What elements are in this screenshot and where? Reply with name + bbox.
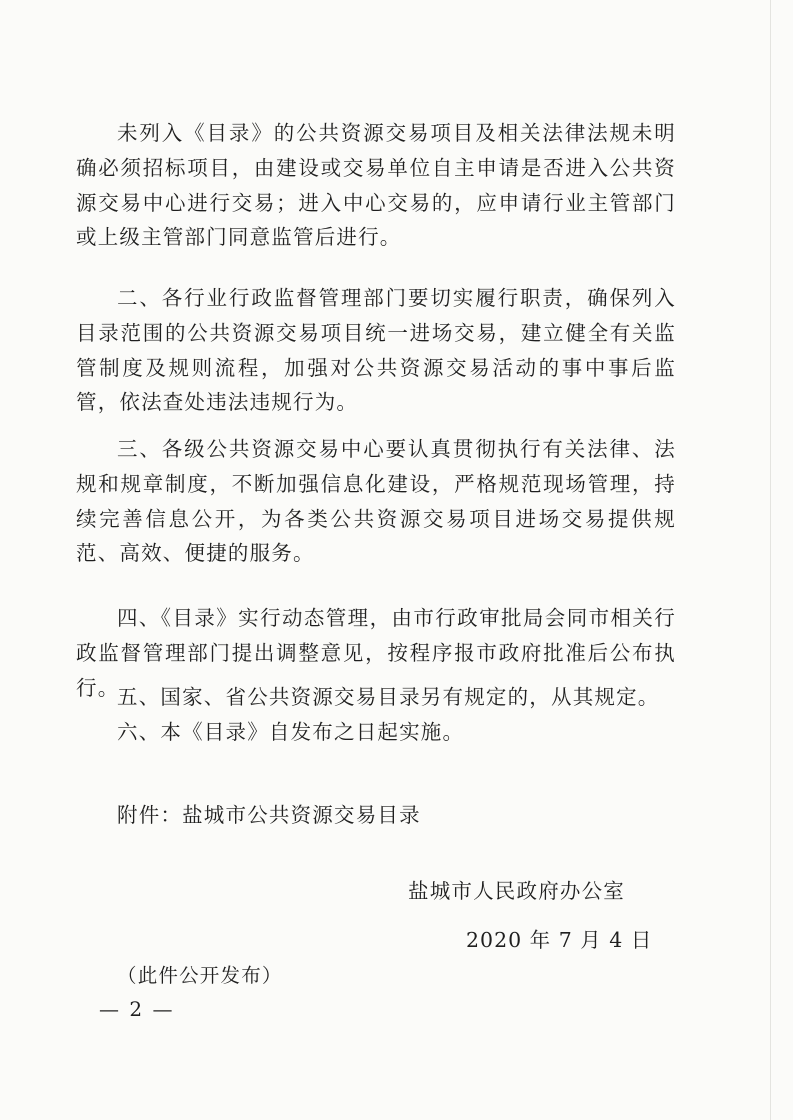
paragraph-item-three: 三、各级公共资源交易中心要认真贯彻执行有关法律、法规和规章制度，不断加强信息化建设，严格规范现场管理，持续完善信息公开，为各类公共资源交易项目进场交易提供规范、高效、便捷的服务。 <box>76 437 676 566</box>
paragraph-item-five: 五、国家、省公共资源交易目录另有规定的，从其规定。 <box>117 685 660 709</box>
paragraph-unlisted-projects: 未列入《目录》的公共资源交易项目及相关法律法规未明确必须招标项目，由建设或交易单位自主申请是否进入公共资源交易中心进行交易；进入中心交易的，应申请行业主管部门或上级主管部门同意监管后进行。 <box>76 121 676 250</box>
public-release-note: （此件公开发布） <box>117 964 283 987</box>
paragraph-item-six: 六、本《目录》自发布之日起实施。 <box>117 720 465 744</box>
page-edge-line <box>770 0 771 1120</box>
issuing-office: 盐城市人民政府办公室 <box>408 879 625 903</box>
paragraph-item-four: 四、《目录》实行动态管理，由市行政审批局会同市相关行政监督管理部门提出调整意见，按程序报市政府批准后公布执行。 <box>76 606 676 700</box>
paragraph-item-two: 二、各行业行政监督管理部门要切实履行职责，确保列入目录范围的公共资源交易项目统一进场交易，建立健全有关监管制度及规则流程，加强对公共资源交易活动的事中事后监管，依法查处违法违规行为。 <box>76 286 676 415</box>
page-number: — 2 — <box>99 997 175 1021</box>
attachment-line: 附件：盐城市公共资源交易目录 <box>117 803 421 827</box>
issue-date: 2020 年 7 月 4 日 <box>466 928 653 952</box>
